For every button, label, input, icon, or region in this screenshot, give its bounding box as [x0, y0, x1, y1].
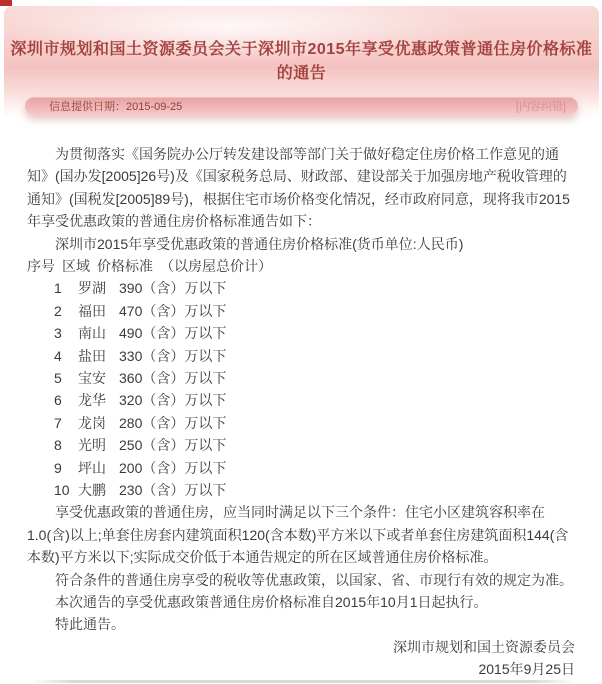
table-row: [54, 345, 575, 367]
row-no: 9: [54, 459, 62, 476]
row-price: 230（含）万以下: [119, 481, 227, 498]
table-row: [54, 457, 575, 479]
row-district: 福田: [78, 302, 106, 319]
table-row: [54, 300, 575, 322]
signature-date: 2015年9月25日: [478, 661, 575, 678]
row-price: 280（含）万以下: [119, 414, 227, 431]
standard-title: 深圳市2015年享受优惠政策的普通住房价格标准(货币单位:人民币): [55, 235, 464, 252]
row-district: 大鹏: [78, 481, 106, 498]
row-price: 200（含）万以下: [119, 459, 227, 476]
row-district: 龙岗: [78, 414, 106, 431]
row-district: 坪山: [78, 459, 106, 476]
row-no: 8: [54, 437, 62, 454]
row-no: 5: [54, 370, 62, 386]
paragraph-intro: 为贯彻落实《国务院办公厅转发建设部等部门关于做好稳定住房价格工作意见的通知》(国办发[2005]26号)及《国家税务总局、财政部、建设部关于加强房地产税收管理的通知》(国税发[2005]89号)，根据住宅市场价格变化情况，经市政府同意，现将我市2015年享受优惠政策的普通住房价格标准通告如下：: [27, 146, 570, 230]
table-header-price: 价格标准: [97, 258, 153, 275]
row-district: 龙华: [78, 392, 106, 409]
price-table: [54, 277, 575, 501]
signature-org: 深圳市规划和国土资源委员会: [393, 638, 575, 655]
table-row: [54, 277, 575, 299]
row-district: 南山: [78, 325, 106, 342]
row-district: 光明: [78, 437, 106, 454]
row-price: 360（含）万以下: [119, 370, 227, 386]
table-row: [54, 322, 575, 344]
table-row: [54, 434, 575, 456]
paragraph-conditions: 享受优惠政策的普通住房，应当同时满足以下三个条件：住宅小区建筑容积率在1.0(含)以上;单套住房套内建筑面积120(含本数)平方米以下或者单套住房建筑面积144(含本数)平方米以下;实际成交价低于本通告规定的所在区域普通住房价格标准。: [27, 504, 569, 566]
row-no: 10: [54, 481, 70, 498]
row-district: 盐田: [78, 347, 106, 364]
card-bottom-shadow: [30, 680, 576, 683]
table-row: [54, 412, 575, 434]
header-banner: [4, 6, 599, 118]
table-header-note: （以房屋总价计）: [160, 258, 272, 275]
table-header-no: 序号: [27, 258, 55, 275]
document-body: [0, 118, 602, 681]
table-row: [54, 479, 575, 501]
info-date-label: 信息提供日期：2015-09-25: [49, 101, 183, 113]
row-no: 1: [54, 280, 62, 297]
table-row: [54, 389, 575, 411]
paragraph-tax: 符合条件的普通住房享受的税收等优惠政策，以国家、省、市现行有效的规定为准。: [55, 571, 573, 588]
row-price: 330（含）万以下: [119, 347, 227, 364]
table-header: [27, 255, 575, 277]
row-no: 2: [54, 302, 62, 319]
row-price: 320（含）万以下: [119, 392, 227, 409]
row-district: 罗湖: [78, 280, 106, 297]
row-no: 4: [54, 347, 62, 364]
row-price: 250（含）万以下: [119, 437, 227, 454]
row-price: 390（含）万以下: [119, 280, 227, 297]
row-no: 7: [54, 414, 62, 431]
row-no: 6: [54, 392, 62, 409]
content-correction-link[interactable]: [内容纠错]: [515, 101, 566, 113]
row-district: 宝安: [78, 370, 106, 386]
table-header-district: 区域: [62, 258, 90, 275]
row-no: 3: [54, 325, 62, 342]
table-row: [54, 367, 575, 389]
info-bar: [25, 97, 578, 115]
closing-line: 特此通告。: [55, 616, 125, 633]
paragraph-effective: 本次通告的享受优惠政策普通住房价格标准自2015年10月1日起执行。: [55, 593, 488, 610]
row-price: 470（含）万以下: [119, 302, 227, 319]
page-title: 深圳市规划和国土资源委员会关于深圳市2015年享受优惠政策普通住房价格标准的通告: [10, 41, 593, 82]
row-price: 490（含）万以下: [119, 325, 227, 342]
